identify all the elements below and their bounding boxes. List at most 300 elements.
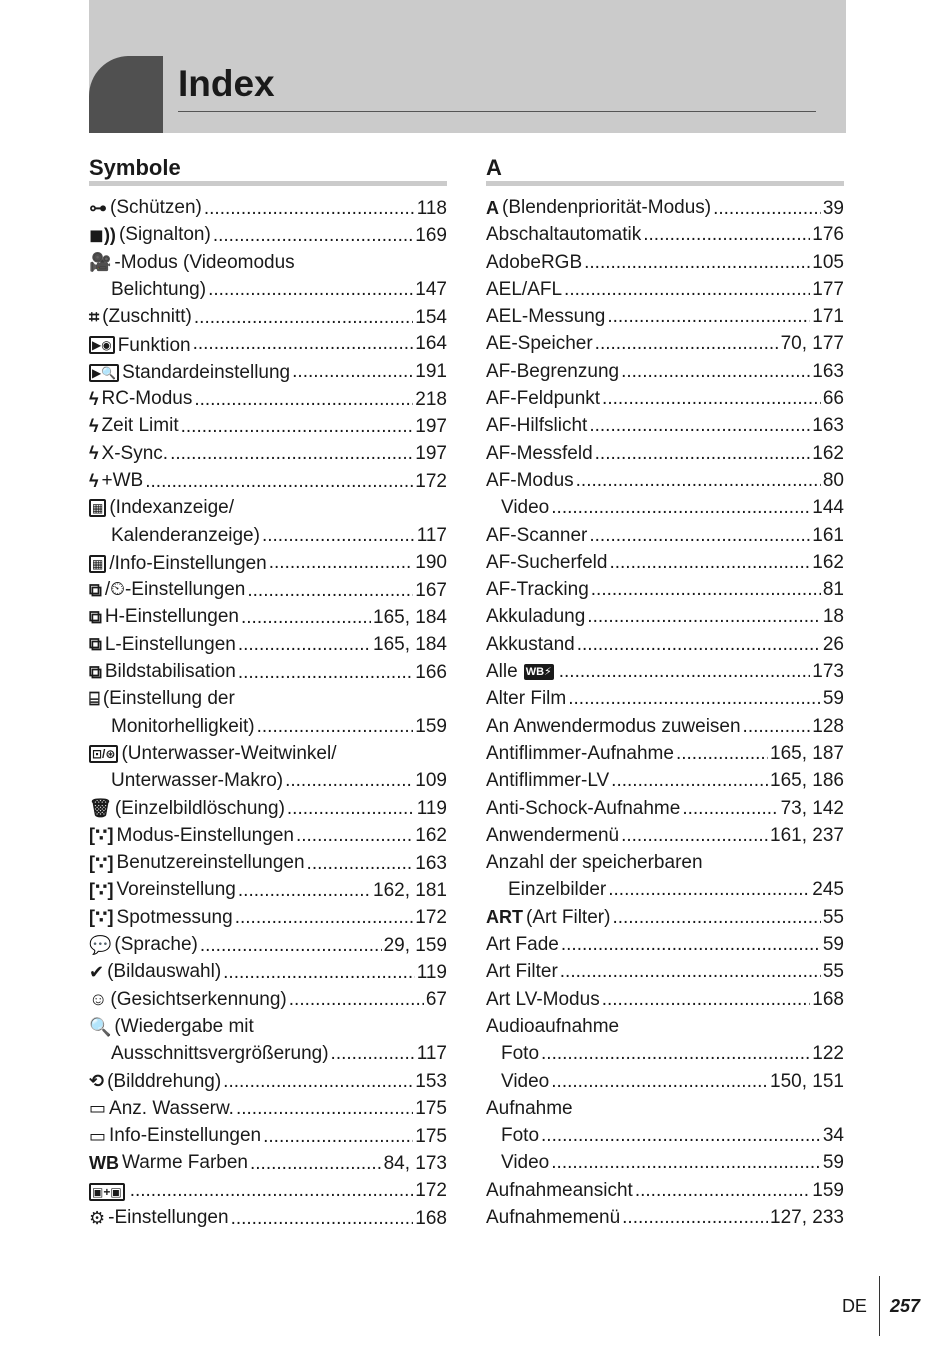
index-entry: [89, 467, 447, 494]
entry-text: (Sprache): [114, 934, 198, 956]
index-entry: [486, 467, 844, 494]
leader-dots: [238, 659, 413, 686]
index-entry: [89, 685, 447, 712]
entry-page-ref: 162: [415, 825, 447, 847]
leader-dots: [241, 604, 371, 631]
index-entry: [486, 412, 844, 439]
entry-page-ref: 176: [812, 224, 844, 246]
entry-text: L-Einstellungen: [104, 633, 236, 655]
index-entry: [89, 603, 447, 630]
index-entry: [486, 767, 844, 794]
key-icon: ⊶: [89, 197, 107, 218]
entry-page-ref: 159: [415, 715, 447, 737]
leader-dots: [263, 1123, 413, 1150]
entry-text: (Wiedergabe mit: [114, 1015, 254, 1037]
index-entry: [89, 1204, 447, 1231]
entry-label: [89, 194, 202, 221]
index-entry: [89, 849, 447, 876]
entry-page-ref: 127, 233: [770, 1206, 844, 1228]
entry-text: Foto: [501, 1043, 540, 1065]
entry-text: (Einzelbildlöschung): [114, 797, 285, 819]
entry-page-ref: 119: [416, 798, 447, 820]
entry-label: [486, 276, 562, 303]
entry-text: Anwendermenü: [486, 824, 620, 846]
entry-page-ref: 34: [822, 1125, 844, 1147]
index-entry: [486, 740, 844, 767]
index-entry: [486, 958, 844, 985]
entry-label: [486, 958, 558, 985]
index-entry: [486, 1149, 844, 1176]
entry-label: [89, 359, 290, 386]
index-entry: [486, 849, 844, 876]
entry-page-ref: 29, 159: [383, 934, 447, 956]
entry-label: [111, 1040, 329, 1067]
entry-text: Ausschnittsvergrößerung): [111, 1043, 329, 1065]
entry-page-ref: 163: [415, 852, 447, 874]
entry-text: AF-Feldpunkt: [486, 388, 601, 410]
entry-text: X-Sync.: [101, 442, 169, 464]
leader-dots: [287, 795, 415, 822]
af-frame-icon: [∵]: [89, 880, 114, 901]
flash-icon: ϟ: [89, 388, 99, 409]
entry-label: [89, 1122, 261, 1149]
leader-dots: [607, 303, 810, 330]
entry-page-ref: 128: [812, 715, 844, 737]
entry-text: Funktion: [117, 334, 191, 356]
leader-dots: [584, 249, 810, 276]
title-rule: [178, 111, 816, 112]
entry-page-ref: 18: [822, 606, 844, 628]
index-entry: [486, 986, 844, 1013]
entry-label: [111, 767, 283, 794]
index-entry: [486, 931, 844, 958]
leader-dots: [551, 1149, 821, 1176]
leader-dots: [231, 1205, 414, 1232]
entry-page-ref: 172: [415, 907, 447, 929]
entry-page-ref: 117: [416, 1043, 447, 1065]
index-entry: [89, 440, 447, 467]
entry-label: [486, 658, 557, 685]
entry-text: AF-Begrenzung: [486, 360, 620, 382]
entry-label: [89, 1183, 128, 1201]
index-entry: [486, 385, 844, 412]
entry-text: Alle: [486, 661, 518, 683]
drive-icon: ⧉: [89, 661, 102, 682]
entry-label: [486, 767, 609, 794]
entry-label: [486, 412, 587, 439]
leader-dots: [560, 958, 821, 985]
entry-page-ref: 144: [812, 497, 844, 519]
entry-label: [501, 1122, 539, 1149]
entry-list-left: [89, 194, 447, 1231]
entry-text: AF-Tracking: [486, 579, 589, 601]
entry-text: AEL-Messung: [486, 306, 606, 328]
leader-dots: [559, 658, 811, 685]
entry-label: [486, 795, 680, 822]
entry-page-ref: 165, 186: [770, 770, 844, 792]
trash-icon: 🗑: [89, 798, 112, 819]
entry-text: Modus-Einstellungen: [116, 824, 294, 846]
entry-label: [89, 631, 236, 658]
entry-page-ref: 168: [812, 988, 844, 1010]
entry-page-ref: 218: [415, 388, 447, 410]
entry-text: Video: [501, 497, 550, 519]
leader-dots: [223, 959, 415, 986]
entry-text: AF-Sucherfeld: [486, 551, 608, 573]
flash-comp-icon: ▣+▣: [89, 1183, 125, 1201]
entry-text: Art Filter: [486, 961, 558, 983]
index-entry: [486, 522, 844, 549]
entry-text: /⏲-Einstellungen: [104, 579, 246, 601]
entry-page-ref: 109: [415, 770, 447, 792]
entry-text: Aufnahmemenü: [486, 1206, 621, 1228]
entry-text: (Unterwasser-Weitwinkel/: [121, 742, 337, 764]
entry-page-ref: 172: [415, 470, 447, 492]
leader-dots: [200, 932, 382, 959]
entry-page-ref: 39: [822, 197, 844, 219]
entry-page-ref: 73, 142: [780, 797, 844, 819]
chapter-tab: [89, 56, 163, 133]
entry-text: Voreinstellung: [116, 879, 236, 901]
entry-label: [486, 931, 559, 958]
play-zoom-icon: ▶🔍: [89, 364, 119, 382]
leader-dots: [269, 549, 414, 576]
entry-text: Zeit Limit: [101, 415, 179, 437]
entry-text: Warme Farben: [122, 1152, 248, 1174]
leader-dots: [743, 713, 811, 740]
entry-text: Alter Film: [486, 688, 567, 710]
entry-label: [89, 1149, 248, 1176]
entry-page-ref: 177: [812, 278, 844, 300]
af-frame-icon: [∵]: [89, 907, 114, 928]
entry-label: [89, 822, 294, 849]
leader-dots: [285, 767, 413, 794]
entry-label: [486, 713, 741, 740]
leader-dots: [235, 904, 414, 931]
entry-page-ref: 80: [822, 469, 844, 491]
index-entry: [89, 194, 447, 221]
leader-dots: [257, 713, 414, 740]
entry-label: [89, 303, 192, 330]
entry-page-ref: 26: [822, 633, 844, 655]
footer-divider: [879, 1276, 880, 1336]
zoom-icon: 🔍: [89, 1016, 112, 1037]
index-entry: [89, 822, 447, 849]
leader-dots: [331, 1040, 415, 1067]
index-entry: [486, 822, 844, 849]
index-entry: [89, 385, 447, 412]
leader-dots: [595, 330, 779, 357]
leader-dots: [194, 386, 413, 413]
language-code: DE: [841, 1296, 867, 1316]
underwater-icon: ⊡/⊛: [89, 745, 118, 763]
entry-page-ref: 118: [416, 197, 447, 219]
index-entry: [486, 876, 844, 903]
index-entry: [89, 1122, 447, 1149]
index-entry: [486, 1013, 844, 1040]
entry-text: AE-Speicher: [486, 333, 593, 355]
leader-dots: [289, 986, 424, 1013]
entry-text: RC-Modus: [101, 388, 193, 410]
leader-dots: [561, 931, 821, 958]
entry-label: [486, 986, 600, 1013]
index-entry: [89, 249, 447, 276]
leader-dots: [602, 986, 811, 1013]
entry-page-ref: 154: [415, 306, 447, 328]
page-number: 257: [889, 1296, 920, 1316]
entry-label: [89, 221, 211, 248]
leader-dots: [292, 358, 413, 385]
index-entry: [486, 440, 844, 467]
entry-text: Aufnahmeansicht: [486, 1179, 633, 1201]
entry-page-ref: 165, 187: [770, 742, 844, 764]
entry-text: Art LV-Modus: [486, 988, 600, 1010]
index-column-right: [486, 155, 844, 1231]
entry-text: AdobeRGB: [486, 251, 583, 273]
entry-text: /Info-Einstellungen: [109, 553, 267, 575]
entry-label: [486, 603, 585, 630]
index-entry: [89, 1149, 447, 1176]
play-target-icon: ▶◉: [89, 336, 115, 354]
entry-label: [89, 550, 267, 577]
entry-label: [486, 822, 619, 849]
language-icon: 💬: [89, 934, 112, 955]
index-entry: [89, 221, 447, 248]
entry-label: [89, 904, 233, 931]
index-entry: [486, 194, 844, 221]
entry-label: [89, 876, 236, 903]
index-entry: [89, 1095, 447, 1122]
index-entry: [89, 740, 447, 767]
leader-dots: [307, 850, 414, 877]
index-entry: [486, 1122, 844, 1149]
entry-text: Info-Einstellungen: [109, 1125, 262, 1147]
entry-label: [486, 576, 589, 603]
monitor-brightness-icon: ⌸: [89, 688, 100, 709]
entry-page-ref: 171: [812, 306, 844, 328]
entry-label: [89, 1095, 234, 1122]
leader-dots: [223, 1068, 413, 1095]
face-icon: ☺: [89, 989, 108, 1010]
entry-page-ref: 59: [822, 934, 844, 956]
leader-dots: [591, 576, 821, 603]
entry-label: [89, 385, 192, 412]
art-mode-icon: ART: [486, 907, 523, 928]
entry-label: [89, 494, 234, 521]
index-entry: [486, 494, 844, 521]
entry-text: Anti-Schock-Aufnahme: [486, 797, 681, 819]
check-icon: ✔: [89, 961, 105, 982]
section-heading-a: A: [486, 155, 844, 186]
entry-label: [89, 412, 179, 439]
entry-label: [486, 221, 641, 248]
index-entry: [89, 494, 447, 521]
index-entry: [89, 1177, 447, 1204]
drive-icon: ⧉: [89, 607, 102, 628]
entry-label: [486, 1095, 573, 1122]
aperture-mode-icon: A: [486, 197, 499, 218]
leader-dots: [595, 440, 811, 467]
entry-label: [501, 1149, 549, 1176]
entry-label: [89, 249, 295, 276]
entry-page-ref: 153: [415, 1071, 447, 1093]
rotate-icon: ⟲: [89, 1071, 105, 1092]
entry-text: Video: [501, 1152, 550, 1174]
entry-label: [486, 904, 610, 931]
entry-label: [501, 1040, 539, 1067]
entry-page-ref: 168: [415, 1207, 447, 1229]
entry-page-ref: 164: [415, 333, 447, 355]
entry-label: [111, 713, 255, 740]
leader-dots: [238, 877, 371, 904]
entry-label: [111, 276, 206, 303]
entry-page-ref: 166: [415, 661, 447, 683]
level-icon: ▭: [89, 1098, 107, 1119]
leader-dots: [213, 222, 413, 249]
leader-dots: [130, 1177, 414, 1204]
index-entry: [89, 795, 447, 822]
entry-text: Audioaufnahme: [486, 1015, 620, 1037]
index-entry: [486, 1040, 844, 1067]
entry-text: AF-Scanner: [486, 524, 588, 546]
index-entry: [486, 795, 844, 822]
entry-label: [486, 740, 674, 767]
index-entry: [486, 603, 844, 630]
index-entry: [89, 576, 447, 603]
entry-page-ref: 55: [822, 907, 844, 929]
entry-text: Antiflimmer-LV: [486, 770, 610, 792]
index-entry: [89, 549, 447, 576]
entry-text: Bildstabilisation: [104, 661, 236, 683]
index-entry: [486, 358, 844, 385]
index-entry: [89, 303, 447, 330]
leader-dots: [236, 1095, 413, 1122]
entry-page-ref: 159: [812, 1179, 844, 1201]
index-entry: [486, 276, 844, 303]
leader-dots: [204, 195, 415, 222]
entry-label: [486, 467, 574, 494]
entry-text: Foto: [501, 1125, 540, 1147]
entry-text: Art Fade: [486, 934, 559, 956]
entry-page-ref: 169: [415, 224, 447, 246]
leader-dots: [587, 603, 821, 630]
entry-text: (Signalton): [118, 224, 211, 246]
entry-label: [486, 358, 619, 385]
index-entry: [486, 1068, 844, 1095]
index-entry: [89, 767, 447, 794]
entry-page-ref: 175: [415, 1098, 447, 1120]
leader-dots: [612, 904, 820, 931]
index-entry: [89, 412, 447, 439]
entry-page-ref: 245: [812, 879, 844, 901]
entry-label: [501, 494, 549, 521]
entry-label: [486, 549, 607, 576]
entry-text: Einzelbilder: [508, 879, 607, 901]
index-entry: [89, 631, 447, 658]
leader-dots: [564, 276, 810, 303]
index-entry: [89, 904, 447, 931]
entry-page-ref: 165, 184: [373, 607, 447, 629]
entry-page-ref: 162: [812, 551, 844, 573]
index-entry: [486, 549, 844, 576]
leader-dots: [602, 385, 821, 412]
flash-icon: ϟ: [89, 443, 99, 464]
entry-text: Spotmessung: [116, 906, 233, 928]
crop-icon: ⌗: [89, 306, 100, 327]
beep-icon: ◼)): [89, 224, 116, 245]
entry-text: (Schützen): [110, 197, 202, 218]
entry-text: Monitorhelligkeit): [111, 715, 255, 737]
entry-text: -Einstellungen: [108, 1206, 229, 1228]
entry-label: [89, 332, 191, 359]
entry-label: [89, 795, 285, 822]
entry-text: -Modus (Videomodus: [114, 251, 295, 273]
af-frame-icon: [∵]: [89, 825, 114, 846]
leader-dots: [250, 1150, 382, 1177]
entry-text: AF-Modus: [486, 469, 574, 491]
leader-dots: [208, 276, 413, 303]
entry-page-ref: 165, 184: [373, 634, 447, 656]
index-entry: [486, 713, 844, 740]
entry-page-ref: 147: [415, 278, 447, 300]
flash-icon: ϟ: [89, 416, 99, 437]
entry-label: [89, 467, 143, 494]
entry-text: (Blendenpriorität-Modus): [502, 197, 712, 218]
index-column-left: [89, 155, 447, 1231]
entry-text: Anzahl der speicherbaren: [486, 852, 703, 874]
leader-dots: [238, 631, 371, 658]
entry-text: Unterwasser-Makro): [111, 770, 284, 792]
entry-label: [89, 1068, 221, 1095]
index-entry: [89, 1013, 447, 1040]
entry-text: AF-Hilfslicht: [486, 415, 588, 437]
leader-dots: [181, 413, 414, 440]
entry-text: AEL/AFL: [486, 278, 563, 300]
leader-dots: [541, 1122, 821, 1149]
leader-dots: [576, 467, 821, 494]
entry-label: [508, 876, 606, 903]
entry-page-ref: 81: [822, 579, 844, 601]
entry-page-ref: 175: [415, 1125, 447, 1147]
leader-dots: [621, 822, 768, 849]
entry-list-right: [486, 194, 844, 1231]
entry-label: [89, 1013, 254, 1040]
entry-page-ref: 190: [415, 551, 447, 573]
entry-label: [486, 440, 593, 467]
index-entry: [486, 658, 844, 685]
entry-label: [89, 1204, 229, 1231]
index-entry: [89, 1068, 447, 1095]
leader-dots: [170, 440, 413, 467]
entry-text: An Anwendermodus zuweisen: [486, 715, 741, 737]
index-entry: [486, 330, 844, 357]
entry-text: Aufnahme: [486, 1097, 573, 1119]
leader-dots: [145, 468, 413, 495]
wb-flash-icon: WB⚡: [525, 665, 552, 678]
leader-dots: [551, 1068, 768, 1095]
drive-icon: ⧉: [89, 579, 102, 600]
leader-dots: [193, 330, 414, 357]
entry-label: [486, 249, 582, 276]
entry-text: (Art Filter): [526, 906, 611, 928]
entry-page-ref: 59: [822, 688, 844, 710]
leader-dots: [676, 740, 768, 767]
index-entry: [486, 1204, 844, 1231]
index-entry: [89, 1040, 447, 1067]
entry-page-ref: 66: [822, 388, 844, 410]
leader-dots: [551, 494, 810, 521]
index-entry: [486, 576, 844, 603]
